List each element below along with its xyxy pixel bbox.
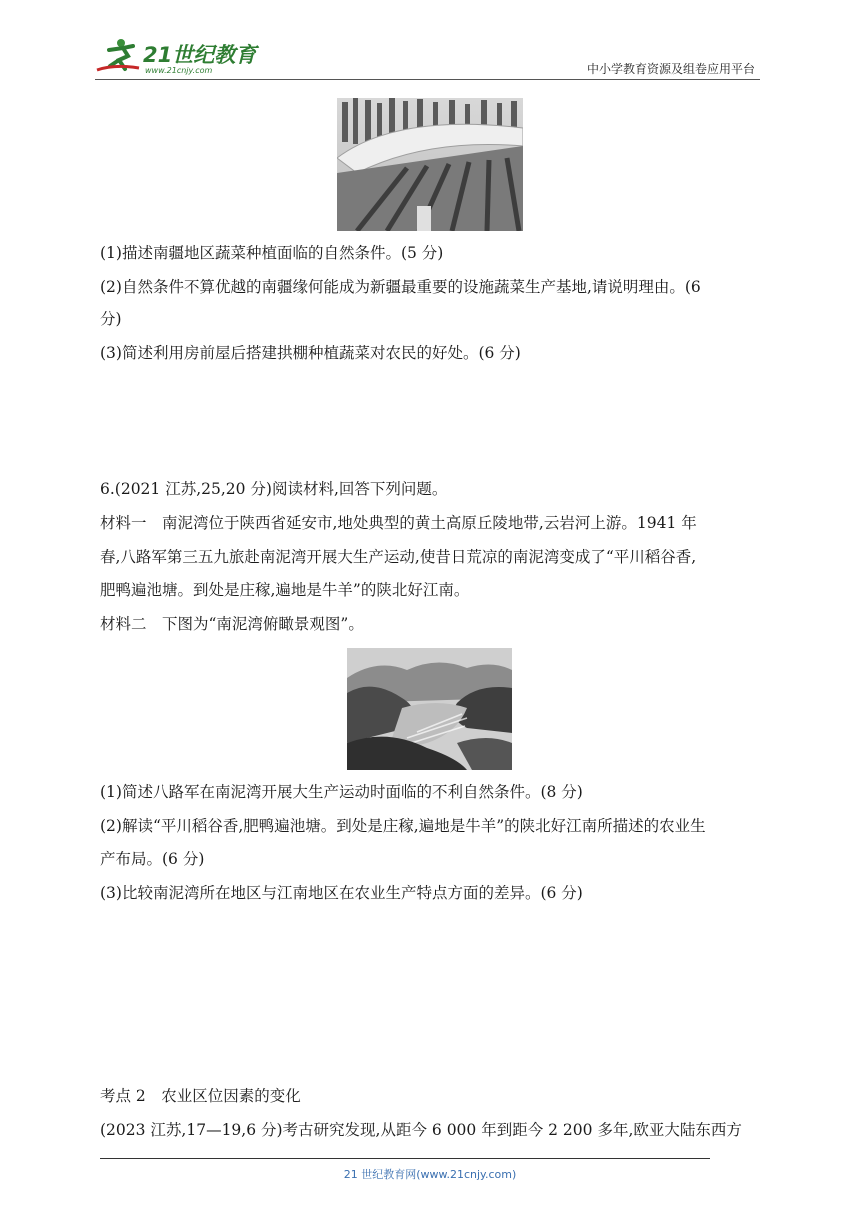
q6-material1-line2: 春,八路军第三五九旅赴南泥湾开展大生产运动,使昔日荒凉的南泥湾变成了“平川稻谷香,	[100, 548, 697, 566]
q6-material1-line3: 肥鸭遍池塘。到处是庄稼,遍地是牛羊”的陕北好江南。	[100, 581, 470, 599]
q6-sub1: (1)简述八路军在南泥湾开展大生产运动时面临的不利自然条件。(8 分)	[100, 783, 583, 801]
q5-sub2-line1: (2)自然条件不算优越的南疆缘何能成为新疆最重要的设施蔬菜生产基地,请说明理由。(6	[100, 278, 701, 296]
nanniwan-aerial-photo	[347, 648, 512, 770]
q6-sub3: (3)比较南泥湾所在地区与江南地区在农业生产特点方面的差异。(6 分)	[100, 884, 583, 902]
q6-title: 6.(2021 江苏,25,20 分)阅读材料,回答下列问题。	[100, 480, 448, 498]
q6-sub2-line2: 产布局。(6 分)	[100, 850, 205, 868]
logo-url: www.21cnjy.com	[145, 66, 213, 75]
section-intro: (2023 江苏,17—19,6 分)考古研究发现,从距今 6 000 年到距今 2 200 多年,欧亚大陆东西方	[100, 1121, 742, 1139]
greenhouse-photo	[337, 98, 523, 231]
section-title: 考点 2 农业区位因素的变化	[100, 1087, 301, 1105]
platform-name: 中小学教育资源及组卷应用平台	[586, 62, 755, 76]
site-logo	[95, 36, 265, 76]
footer-divider	[100, 1158, 710, 1159]
q6-material1-line1: 材料一 南泥湾位于陕西省延安市,地处典型的黄土高原丘陵地带,云岩河上游。1941 年	[100, 514, 697, 532]
q6-material2: 材料二 下图为“南泥湾俯瞰景观图”。	[100, 615, 364, 633]
q5-sub1: (1)描述南疆地区蔬菜种植面临的自然条件。(5 分)	[100, 244, 444, 262]
q6-sub2-line1: (2)解读“平川稻谷香,肥鸭遍池塘。到处是庄稼,遍地是牛羊”的陕北好江南所描述的农业生	[100, 817, 706, 835]
q5-sub2-line2: 分)	[100, 310, 122, 328]
q5-sub3: (3)简述利用房前屋后搭建拱棚种植蔬菜对农民的好处。(6 分)	[100, 344, 521, 362]
header-divider	[95, 79, 760, 80]
logo-text: 21世纪教育	[143, 43, 257, 67]
footer-text[interactable]: 21 世纪教育网(www.21cnjy.com)	[343, 1168, 517, 1181]
page-header	[95, 36, 760, 80]
